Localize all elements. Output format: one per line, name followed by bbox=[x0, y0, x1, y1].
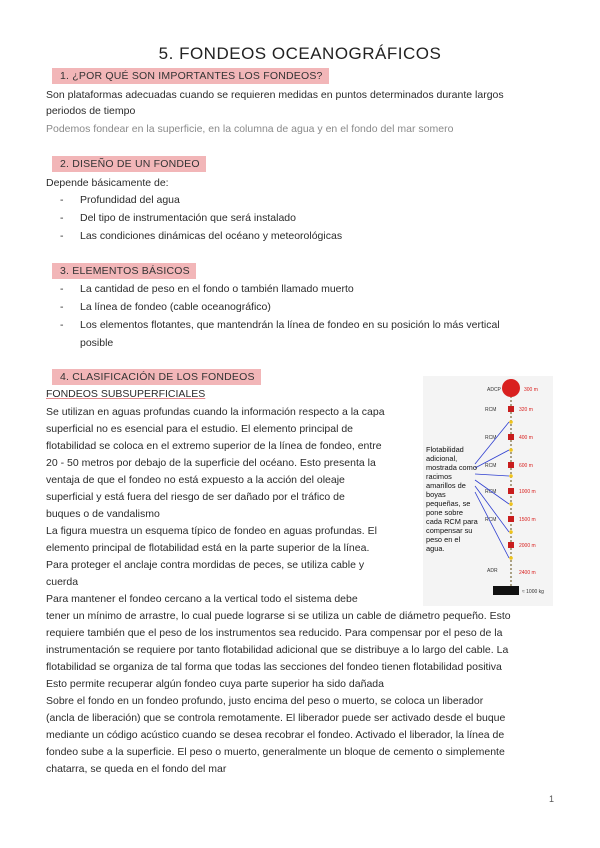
depth-label: 2000 m bbox=[519, 543, 536, 549]
depth-label: 320 m bbox=[519, 407, 533, 413]
page-number: 1 bbox=[548, 794, 554, 804]
text-line: elemento principal de flotabilidad está en la parte superior de la línea. bbox=[46, 542, 370, 554]
instrument-label: ADR bbox=[487, 568, 498, 574]
mooring-diagram bbox=[423, 376, 553, 606]
annotation-line: Flotabilidad bbox=[426, 445, 464, 454]
muted-text-line: Podemos fondear en la superficie, en la columna de agua y en el fondo del mar somero bbox=[46, 123, 454, 135]
instrument-label: RCM bbox=[485, 489, 497, 495]
text-line: flotabilidad se coloca en el extremo superior de la línea de fondeo, entre bbox=[46, 440, 382, 452]
text-line: Para mantener el fondeo cercano a la vertical todo el sistema debe bbox=[46, 593, 358, 605]
annotation-line: pone sobre bbox=[426, 508, 463, 517]
text-line: buques o de vandalismo bbox=[46, 508, 160, 520]
depth-label: 2400 m bbox=[519, 570, 536, 576]
text-line: mediante un código acústico cuando se desea recobrar el fondeo. Activado el liberador, la línea de bbox=[46, 729, 505, 741]
anchor-weight-icon bbox=[493, 586, 519, 595]
document-page: 5. FONDEOS OCEANOGRÁFICOS 1. ¿POR QUÉ SON IMPORTANTES LOS FONDEOS? Son plataformas adecuadas cuando se requieren medidas en puntos determinados durante largos periodos de tiempo Podemos fondear en la superficie, en la columna de agua y en el fondo del mar somero 2. DISEÑO DE UN FONDEO Depende básicamente de: - Profundidad del agua - Del tipo de instrumentación que será instalado - Las condiciones dinámicas del océano y meteorológicas 3. ELEMENTOS BÁSICOS - La cantidad de peso en el fondo o también llamado muerto - La línea de fondeo (cable oceanográfico) - Los elementos flotantes, que mantendrán la línea de fondeo en su posición lo más vertical posible 4. CLASIFICACIÓN DE LOS FONDEOS FONDEOS SUBSUPERFICIALES Se utilizan en aguas profundas cuando la información respecto a la capa superficial no es esencial para el estudio. El elemento principal de flotabilidad se coloca en el extremo superior de la línea de fondeo, entre 20 - 50 metros por debajo de la superficie del océano. Esto presenta la ventaja de que el fondeo no está expuesto a la acción del oleaje superficial y está fuera del riesgo de ser dañado por el tráfico de buques o de vandalismo La figura muestra un esquema típico de fondeo en aguas profundas. El elemento principal de flotabilidad está en la parte superior de la línea. Para proteger el anclaje contra mordidas de peces, se utiliza cable y cuerda Para mantener el fondeo cercano a la vertical todo el sistema debe tener un mínimo de arrastre, lo cual puede lograrse si se utiliza un cable de diámetro pequeño. Esto requiere también que el peso de los instrumentos sea reducido. Para compensar por el peso de la instrumentación se requiere por tanto flotabilidad adicional que se distribuye a lo largo del cable. La flotabilidad se organiza de tal forma que todas las secciones del fondeo tienen flotabilidad positiva Esto permite recuperar algún fondeo cuya parte superior ha sido dañada Sobre el fondo en un fondeo profundo, justo encima del peso o muerto, se coloca un liberador (ancla de liberación) que se controla remotamente. El liberador puede ser activado desde el buque mediante un código acústico cuando se desea recobrar el fondeo. Activado el liberador, la línea de fondeo sube a la superficie. El peso o muerto, generalmente un bloque de cemento o simplemente chatarra, se queda en el fondo del mar ADCP 300 m RCM 320 m RCM 400 m RCM 600 m RCM 1000 m RCM 1500 m ADR 2000 m 2400 m Flotabilidad adicional, mostrada como racimos amarillos de boyas pequeñas, se pone sobre cada RCM para compensar su peso en el agua. ≈ 1000 kg 1 bbox=[0, 0, 600, 848]
text-line: periodos de tiempo bbox=[46, 105, 136, 117]
rcm-unit bbox=[485, 488, 536, 495]
float-icon bbox=[508, 406, 514, 412]
annotation-line: compensar su bbox=[426, 526, 473, 535]
rcm-unit bbox=[485, 434, 533, 441]
depth-label: 400 m bbox=[519, 435, 533, 441]
text-line: cuerda bbox=[46, 576, 79, 588]
depth-label: 600 m bbox=[519, 463, 533, 469]
text-line: Depende básicamente de: bbox=[46, 177, 169, 189]
text-line: (ancla de liberación) que se controla remotamente. El liberador puede ser activado desde el buque bbox=[46, 712, 506, 724]
text-line: flotabilidad se organiza de tal forma que todas las secciones del fondeo tienen flotabilidad positiva bbox=[46, 661, 502, 673]
annotation-line: agua. bbox=[426, 544, 445, 553]
text-line: fondeo sube a la superficie. El peso o muerto, generalmente un bloque de cemento o simplemente bbox=[46, 746, 505, 758]
text-line: Esto permite recuperar algún fondeo cuya parte superior ha sido dañada bbox=[46, 678, 384, 690]
subsection-heading: FONDEOS SUBSUPERFICIALES bbox=[46, 388, 206, 400]
text-line: Para proteger el anclaje contra mordidas de peces, se utiliza cable y bbox=[46, 559, 365, 571]
float-icon bbox=[508, 488, 514, 494]
rcm-unit bbox=[485, 516, 536, 523]
text-line: instrumentación se requiere por tanto flotabilidad adicional que se distribuye a lo largo del cable. La bbox=[46, 644, 509, 656]
float-icon bbox=[508, 434, 514, 440]
rcm-unit bbox=[485, 462, 533, 469]
depth-label: 1000 m bbox=[519, 489, 536, 495]
text-line: 20 - 50 metros por debajo de la superficie del océano. Esto presenta la bbox=[46, 457, 376, 469]
list-item-continuation: posible bbox=[80, 337, 114, 349]
page-title: 5. FONDEOS OCEANOGRÁFICOS bbox=[158, 44, 442, 63]
float-icon bbox=[508, 516, 514, 522]
annotation-line: amarillos de bbox=[426, 481, 466, 490]
section-heading-4: 4. CLASIFICACIÓN DE LOS FONDEOS bbox=[52, 369, 261, 385]
annotation-line: adicional, bbox=[426, 454, 458, 463]
annotation-line: boyas bbox=[426, 490, 446, 499]
float-icon bbox=[508, 542, 514, 548]
text-line: requiere también que el peso de los instrumentos sea reducido. Para compensar por el peso de la bbox=[46, 627, 503, 639]
instrument-label: RCM bbox=[485, 463, 497, 469]
float-icon bbox=[508, 462, 514, 468]
weight-label: ≈ 1000 kg bbox=[522, 589, 544, 595]
depth-label: 300 m bbox=[524, 387, 538, 393]
annotation-line: racimos bbox=[426, 472, 452, 481]
section-heading-3: 3. ELEMENTOS BÁSICOS bbox=[52, 263, 196, 279]
text-line: ventaja de que el fondeo no está expuesto a la acción del oleaje bbox=[46, 474, 345, 486]
rcm-unit bbox=[485, 406, 533, 413]
annotation-line: pequeñas, se bbox=[426, 499, 471, 508]
instrument-label: RCM bbox=[485, 407, 497, 413]
mooring-diagram-svg bbox=[423, 376, 553, 606]
main-float-icon bbox=[502, 379, 520, 397]
text-line: Son plataformas adecuadas cuando se requieren medidas en puntos determinados durante largos bbox=[46, 89, 504, 101]
annotation-line: mostrada como bbox=[426, 463, 477, 472]
figure-annotation bbox=[426, 445, 479, 553]
section-heading-1: 1. ¿POR QUÉ SON IMPORTANTES LOS FONDEOS? bbox=[52, 68, 329, 84]
depth-label: 1500 m bbox=[519, 517, 536, 523]
annotation-line: peso en el bbox=[426, 535, 461, 544]
text-line: Sobre el fondo en un fondeo profundo, justo encima del peso o muerto, se coloca un liberador bbox=[46, 695, 484, 707]
text-line: La figura muestra un esquema típico de fondeo en aguas profundas. El bbox=[46, 525, 377, 537]
instrument-label: ADCP bbox=[487, 387, 501, 393]
instrument-label: RCM bbox=[485, 517, 497, 523]
text-line: superficial y está fuera del riesgo de ser dañado por el tráfico de bbox=[46, 491, 345, 503]
annotation-line: cada RCM para bbox=[426, 517, 478, 526]
section-heading-2: 2. DISEÑO DE UN FONDEO bbox=[52, 156, 206, 172]
instrument-label: RCM bbox=[485, 435, 497, 441]
text-line: tener un mínimo de arrastre, lo cual puede lograrse si se utiliza un cable de diámetro pequeño. Esto bbox=[46, 610, 511, 622]
text-line: Se utilizan en aguas profundas cuando la información respecto a la capa bbox=[46, 406, 385, 418]
text-line: chatarra, se queda en el fondo del mar bbox=[46, 763, 227, 775]
text-line: superficial no es esencial para el estudio. El elemento principal de bbox=[46, 423, 354, 435]
